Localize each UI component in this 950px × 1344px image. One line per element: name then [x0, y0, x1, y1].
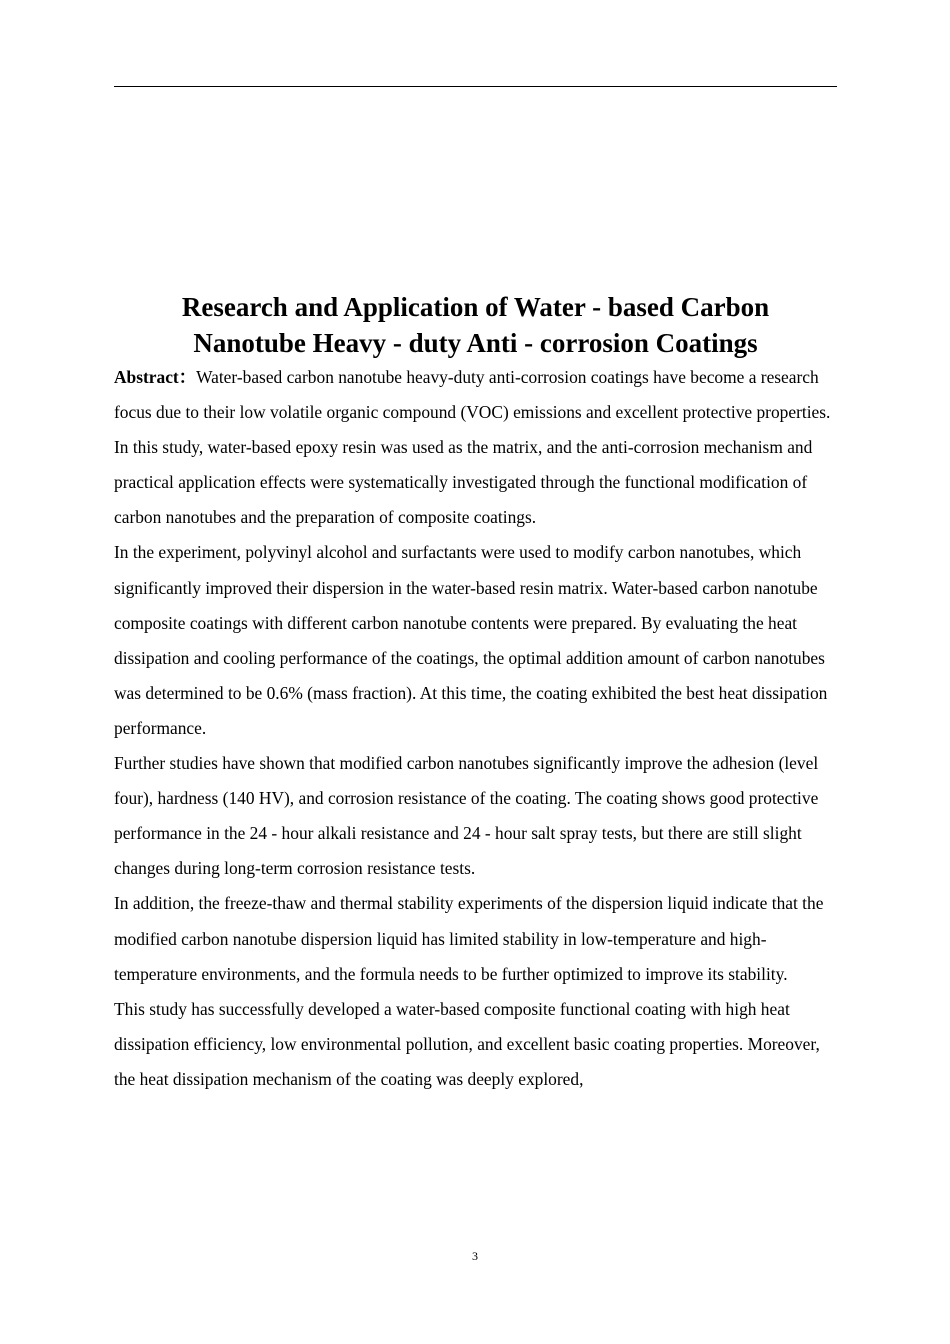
abstract-label: Abstract：	[114, 367, 197, 387]
paper-title	[114, 289, 837, 361]
abstract-paragraph-3: Further studies have shown that modified carbon nanotubes significantly improve the adhesion (level four), hardness (140 HV), and corrosion resistance of the coating. The coating shows good protective performance in the 24 - hour alkali resistance and 24 - hour salt spray tests, but there are still slight changes during long-term corrosion resistance tests.	[114, 753, 819, 879]
abstract-body	[114, 360, 844, 1097]
abstract-paragraph-2: In the experiment, polyvinyl alcohol and surfactants were used to modify carbon nanotubes, which significantly improved their dispersion in the water-based resin matrix. Water-based carbon nanotube composite coatings with different carbon nanotube contents were prepared. By evaluating the heat dissipation and cooling performance of the coatings, the optimal addition amount of carbon nanotubes was determined to be 0.6% (mass fraction). At this time, the coating exhibited the best heat dissipation performance.	[114, 542, 828, 738]
title-line-2: Nanotube Heavy - duty Anti - corrosion Coatings	[193, 328, 758, 358]
abstract-paragraph-1	[114, 360, 844, 535]
page-number: 3	[472, 1249, 478, 1263]
abstract-paragraph-4: In addition, the freeze-thaw and thermal stability experiments of the dispersion liquid indicate that the modified carbon nanotube dispersion liquid has limited stability in low-temperature and high-temperature environments, and the formula needs to be further optimized to improve its stability.	[114, 893, 824, 984]
abstract-paragraph-5: This study has successfully developed a water-based composite functional coating with high heat dissipation efficiency, low environmental pollution, and excellent basic coating properties. Moreover, the heat dissipation mechanism of the coating was deeply explored,	[114, 998, 820, 1089]
header-rule	[114, 86, 837, 87]
title-line-1: Research and Application of Water - based Carbon	[181, 292, 770, 322]
paragraph-1-text: Water-based carbon nanotube heavy-duty anti-corrosion coatings have become a research focus due to their low volatile organic compound (VOC) emissions and excellent protective properties. In this study, water-based epoxy resin was used as the matrix, and the anti-corrosion mechanism and practical application effects were systematically investigated through the functional modification of carbon nanotubes and the preparation of composite coatings.	[114, 367, 831, 528]
